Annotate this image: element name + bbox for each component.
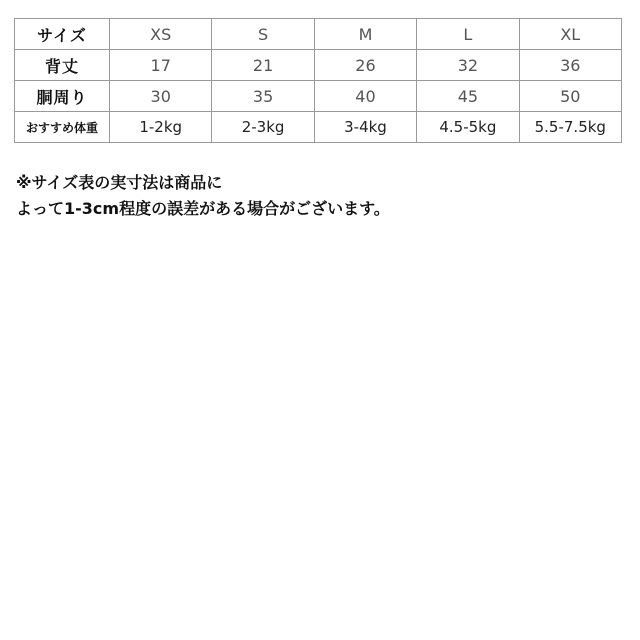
note-line-2: よって1-3cm程度の誤差がある場合がございます。 [16,199,390,218]
table-row-waist [15,81,622,112]
table-cell: 5.5-7.5kg [519,112,621,143]
note-line-1: ※サイズ表の実寸法は商品に [16,173,223,192]
table-cell: 21 [212,50,314,81]
table-row-weight [15,112,622,143]
size-header-label: サイズ [15,19,110,50]
table-cell: 1-2kg [110,112,212,143]
table-cell: 2-3kg [212,112,314,143]
size-header-xs: XS [110,19,212,50]
table-cell: 36 [519,50,621,81]
table-header-row [15,19,622,50]
row-label-recommended-weight: おすすめ体重 [15,112,110,143]
size-header-s: S [212,19,314,50]
table-cell: 26 [314,50,416,81]
row-label-back-length: 背丈 [15,50,110,81]
size-header-m: M [314,19,416,50]
table-cell: 4.5-5kg [417,112,519,143]
table-cell: 3-4kg [314,112,416,143]
table-cell: 17 [110,50,212,81]
table-cell: 50 [519,81,621,112]
table-cell: 35 [212,81,314,112]
table-cell: 32 [417,50,519,81]
table-cell: 40 [314,81,416,112]
size-header-xl: XL [519,19,621,50]
table-cell: 45 [417,81,519,112]
table-cell: 30 [110,81,212,112]
table-row-back-length [15,50,622,81]
size-header-l: L [417,19,519,50]
size-table [14,18,622,143]
measurement-note [16,170,390,222]
row-label-waist: 胴周り [15,81,110,112]
